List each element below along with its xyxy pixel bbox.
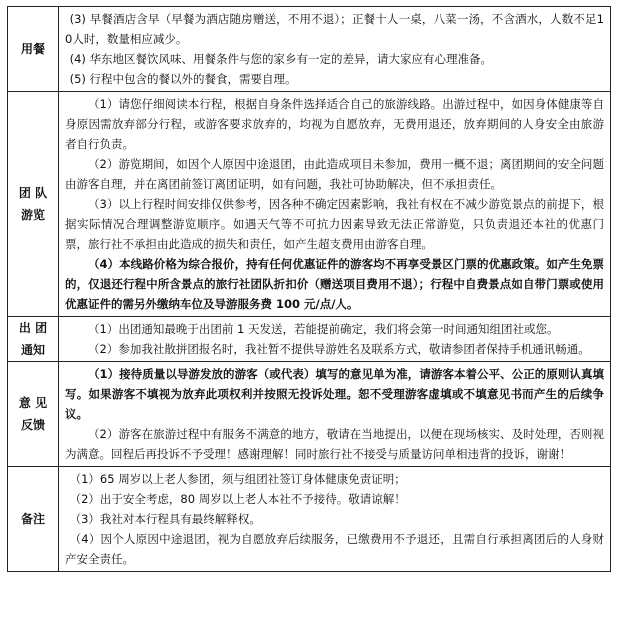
section-paragraph: （1）请您仔细阅读本行程，根据自身条件选择适合自己的旅游线路。出游过程中，如因身体健康等自身原因需放弃部分行程，或游客要求放弃的，均视为自愿放弃，无费用退还，放弃期间的人身安全由旅游者自行负责。	[65, 97, 604, 151]
section-paragraph: （4）本线路价格为综合报价，持有任何优惠证件的游客均不再享受景区门票的优惠政策。如产生免票的，仅退还行程中所含景点的旅行社团队折扣价（赠送项目费用不退）；行程中自费景点如自带门票或使用优惠证件的需另外缴纳车位及导游服务费 100 元/点/人。	[65, 257, 604, 311]
section-label-line: 通知	[20, 343, 45, 357]
section-paragraph: （1）接待质量以导游发放的游客（或代表）填写的意见单为准，请游客本着公平、公正的原则认真填写。如果游客不填视为放弃此项权利并按照无投诉处理。恕不受理游客虚填或不填意见书而产生的后续争议。	[65, 367, 604, 421]
section-content	[59, 467, 611, 572]
section-paragraph: （1）出团通知最晚于出团前 1 天发送，若能提前确定，我们将会第一时间通知组团社或您。	[88, 322, 559, 336]
section-paragraph: （2）参加我社散拼团报名时，我社暂不提供导游姓名及联系方式，敬请参团者保持手机通讯畅通。	[88, 342, 590, 356]
section-label	[8, 7, 59, 92]
section-paragraph: （2）游览期间，如因个人原因中途退团，由此造成项目未参加，费用一概不退；离团期间的安全问题由游客自理，并在离团前签订离团证明，如有问题，我社可协助解决，但不承担责任。	[65, 157, 604, 191]
section-row-meals	[8, 7, 611, 92]
notes-table-body	[8, 7, 611, 572]
section-paragraph: （4）因个人原因中途退团，视为自愿放弃后续服务，已缴费用不予退还，且需自行承担离团后的人身财产安全责任。	[65, 532, 604, 566]
section-label-line: 意 见	[18, 396, 48, 410]
section-label-line: 反馈	[20, 418, 45, 432]
section-label	[8, 317, 59, 362]
section-paragraph: （2）游客在旅游过程中有服务不满意的地方，敬请在当地提出，以便在现场核实、及时处理，否则视为满意。回程后再投诉不予受理！感谢理解！同时旅行社不接受与质量访问单相违背的投诉，谢谢！	[65, 427, 604, 461]
section-content	[59, 92, 611, 317]
section-label-line: 出 团	[18, 321, 48, 335]
section-paragraph: (5) 行程中包含的餐以外的餐食，需要自理。	[69, 72, 297, 86]
section-row-remarks	[8, 467, 611, 572]
section-content	[59, 362, 611, 467]
section-paragraph: （1）65 周岁以上老人参团，须与组团社签订身体健康免责证明；	[69, 472, 406, 486]
section-content	[59, 7, 611, 92]
section-label-line: 游览	[20, 208, 45, 222]
section-row-feedback	[8, 362, 611, 467]
section-paragraph: （3）以上行程时间安排仅供参考，因各种不确定因素影响，我社有权在不减少游览景点的前提下，根据实际情况合理调整游览顺序。如遇天气等不可抗力因素导致无法正常游览，只负责退还本社的优惠门票，旅行社不承担由此造成的损失和责任，如产生超支费用由游客自理。	[65, 197, 604, 251]
section-paragraph: （2）出于安全考虑，80 周岁以上老人本社不予接待。敬请谅解！	[69, 492, 406, 506]
section-paragraph: (3) 早餐酒店含早（早餐为酒店随房赠送，不用不退）；正餐十人一桌，八菜一汤，不含酒水，人数不足10人时，数量相应减少。	[65, 12, 604, 46]
section-row-departure-notice	[8, 317, 611, 362]
section-label-line: 用餐	[20, 42, 45, 56]
section-content	[59, 317, 611, 362]
section-paragraph: （3）我社对本行程具有最终解释权。	[69, 512, 261, 526]
section-label	[8, 362, 59, 467]
section-label	[8, 467, 59, 572]
section-label-line: 团 队	[18, 186, 48, 200]
itinerary-notes-document	[7, 6, 611, 572]
section-label	[8, 92, 59, 317]
notes-table	[7, 6, 611, 572]
section-row-group-tour	[8, 92, 611, 317]
section-label-line: 备注	[20, 512, 45, 526]
section-paragraph: (4) 华东地区餐饮风味、用餐条件与您的家乡有一定的差异，请大家应有心理准备。	[69, 52, 493, 66]
